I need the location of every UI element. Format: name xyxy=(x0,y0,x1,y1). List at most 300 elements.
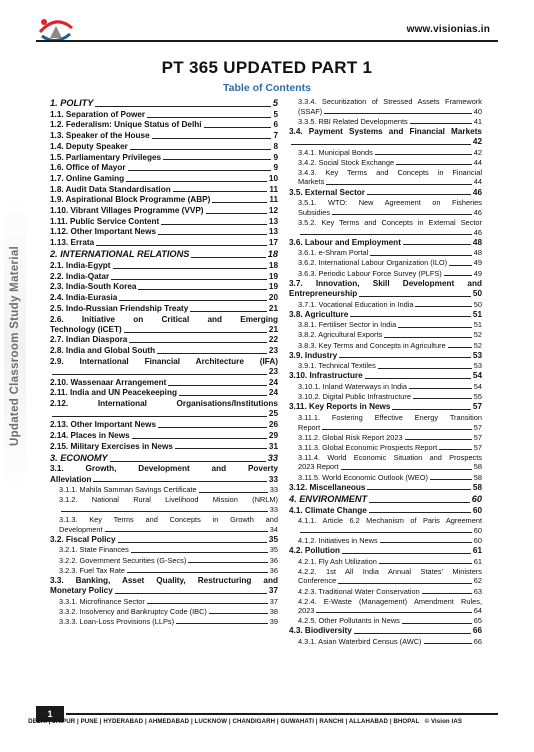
toc-entry-title: 4.2.5. Other Pollutants in News xyxy=(298,616,400,626)
toc-entry-title: 2.11. India and UN Peacekeeping xyxy=(50,388,177,398)
toc-leader xyxy=(405,439,472,440)
toc-entry[interactable] xyxy=(50,617,278,627)
toc-leader xyxy=(326,184,471,185)
toc-entry[interactable] xyxy=(289,453,482,472)
toc-entry-title: 2.7. Indian Diaspora xyxy=(50,335,128,345)
toc-page-number: 42 xyxy=(473,147,482,157)
toc-entry[interactable] xyxy=(50,515,278,534)
toc-leader xyxy=(132,438,267,439)
toc-entry[interactable] xyxy=(289,392,482,402)
toc-entry[interactable] xyxy=(289,248,482,258)
toc-entry[interactable] xyxy=(289,371,482,381)
toc-entry-title: 1.10. Vibrant Villages Programme (VVP) xyxy=(50,206,204,216)
toc-entry[interactable] xyxy=(289,546,482,556)
toc-entry-title-line1: 4.2.4. E-Waste (Management) Amendment Rules, xyxy=(298,596,482,606)
toc-entry[interactable] xyxy=(289,218,482,237)
toc-entry[interactable] xyxy=(50,357,278,377)
toc-page-number: 51 xyxy=(473,320,482,330)
toc-entry[interactable] xyxy=(289,637,482,647)
toc-entry[interactable] xyxy=(289,413,482,432)
toc-leader xyxy=(115,593,267,594)
toc-entry-title: 2.8. India and Global South xyxy=(50,346,156,356)
toc-entry-title-line2: Report xyxy=(298,422,321,432)
toc-entry[interactable] xyxy=(289,433,482,443)
toc-entry-title: 3.6.1. e-Shram Portal xyxy=(298,248,369,258)
toc-entry-title-line2: 2023 Report xyxy=(298,462,339,472)
toc-entry[interactable] xyxy=(50,249,278,260)
toc-page-number: 46 xyxy=(472,187,482,197)
toc-page-number: 66 xyxy=(473,637,482,647)
toc-entry[interactable] xyxy=(289,158,482,168)
toc-page-number: 20 xyxy=(268,293,278,303)
toc-entry[interactable] xyxy=(289,320,482,330)
toc-page-number: 22 xyxy=(268,335,278,345)
toc-page-number: 57 xyxy=(473,442,482,452)
toc-entry-title: 2.1. India-Egypt xyxy=(50,261,111,271)
toc-page-number: 33 xyxy=(269,505,278,514)
toc-page-number: 58 xyxy=(473,472,482,482)
toc-entry-title: 3.2. Fiscal Policy xyxy=(50,534,116,544)
toc-page-number: 52 xyxy=(473,330,482,340)
toc-entry-title-line1: 3.4. Payment Systems and Financial Markets xyxy=(289,126,482,136)
toc-entry[interactable] xyxy=(50,272,278,282)
toc-entry[interactable] xyxy=(289,351,482,361)
toc-entry[interactable] xyxy=(289,494,482,505)
toc-leader xyxy=(369,512,471,513)
toc-entry-title: 1.12. Other Important News xyxy=(50,227,157,237)
toc-entry-title: 3.3.3. Loan-Loss Provisions (LLPs) xyxy=(59,616,175,626)
toc-entry[interactable] xyxy=(289,117,482,127)
toc-entry[interactable] xyxy=(50,174,278,184)
toc-leader xyxy=(316,612,471,613)
toc-entry[interactable] xyxy=(50,485,278,495)
toc-entry[interactable] xyxy=(50,120,278,130)
page-number: 1 xyxy=(36,706,64,722)
toc-page-number: 63 xyxy=(473,586,482,596)
toc-leader xyxy=(424,643,472,644)
toc-entry-title: 3.6.2. International Labour Organization (ILO) xyxy=(298,258,448,268)
toc-entry[interactable] xyxy=(289,516,482,535)
toc-entry-title: 2.10. Wassenaar Arrangement xyxy=(50,377,167,387)
toc-leader xyxy=(204,127,272,128)
toc-entry-title-line1: 2.9. International Financial Architecture (IFA) xyxy=(50,356,278,366)
toc-entry-title-line1: 3.1.2. National Rural Livelihood Mission (NRLM) xyxy=(59,495,278,505)
toc-page-number: 61 xyxy=(473,556,482,566)
toc-leader xyxy=(350,316,471,317)
toc-entry-title: 3.7.1. Vocational Education in India xyxy=(298,299,414,309)
toc-entry-title: 1. POLITY xyxy=(50,98,94,108)
toc-leader xyxy=(322,429,472,430)
vision-ias-logo-icon xyxy=(36,12,76,48)
toc-entry-title: 3.8.2. Agricultural Exports xyxy=(298,330,383,340)
toc-leader xyxy=(448,347,472,348)
toc-entry-title: 3.2.1. State Finances xyxy=(59,545,129,555)
toc-leader xyxy=(128,170,272,171)
toc-leader xyxy=(354,633,471,634)
toc-entry-title-line1: 2.6. Initiative on Critical and Emerging xyxy=(50,314,278,324)
toc-page-number: 23 xyxy=(268,346,278,356)
toc-page-number: 33 xyxy=(269,485,278,495)
toc-leader xyxy=(342,553,471,554)
toc-page-number: 31 xyxy=(268,441,278,451)
toc-entry[interactable] xyxy=(289,361,482,371)
toc-entry[interactable] xyxy=(289,506,482,516)
toc-leader xyxy=(339,357,471,358)
toc-leader xyxy=(163,159,271,160)
toc-leader xyxy=(158,427,267,428)
toc-entry[interactable] xyxy=(50,442,278,452)
toc-page-number: 48 xyxy=(472,237,482,247)
toc-page-number: 36 xyxy=(269,555,278,565)
toc-leader xyxy=(398,327,472,328)
toc-entry[interactable] xyxy=(50,238,278,248)
toc-leader xyxy=(147,603,268,604)
toc-leader xyxy=(191,257,265,258)
toc-page-number: 53 xyxy=(473,361,482,371)
toc-leader xyxy=(105,531,268,532)
toc-page-number: 21 xyxy=(268,303,278,313)
toc-page-number: 52 xyxy=(473,340,482,350)
toc-page-number: 49 xyxy=(473,258,482,268)
toc-leader xyxy=(61,511,268,512)
toc-entry-title: 3.12. Miscellaneous xyxy=(289,482,366,492)
toc-entry-title: 1.11. Public Service Content xyxy=(50,216,160,226)
toc-leader xyxy=(413,398,472,399)
toc-page-number: 38 xyxy=(269,606,278,616)
toc-entry[interactable] xyxy=(50,206,278,216)
toc-page-number: 35 xyxy=(269,545,278,555)
toc-entry[interactable] xyxy=(289,626,482,636)
footer-copyright: © Vision IAS xyxy=(424,718,462,725)
toc-entry-title: 4.2.3. Traditional Water Conservation xyxy=(298,586,420,596)
toc-leader xyxy=(370,255,472,256)
toc-entry[interactable] xyxy=(50,566,278,576)
toc-leader xyxy=(206,213,267,214)
toc-entry[interactable] xyxy=(289,597,482,616)
toc-leader xyxy=(291,144,471,145)
toc-leader xyxy=(110,461,266,462)
toc-leader xyxy=(138,289,266,290)
toc-page-number: 13 xyxy=(268,216,278,226)
toc-leader xyxy=(124,332,267,333)
toc-leader xyxy=(158,234,267,235)
toc-page-number: 50 xyxy=(472,288,482,298)
toc-entry-title: 3.8. Agriculture xyxy=(289,309,349,319)
toc-entry-title: 3.1.1. Mahila Samman Savings Certificate xyxy=(59,485,197,495)
toc-page-number: 41 xyxy=(473,116,482,126)
toc-leader xyxy=(113,268,267,269)
toc-entry-title: 3.10.1. Inland Waterways in India xyxy=(298,382,408,392)
toc-entry-title: 3.8.1. Fertiliser Sector in India xyxy=(298,320,397,330)
toc-page-number: 19 xyxy=(268,282,278,292)
toc-entry-title-line1: 3.5.2. Key Terms and Concepts in External Sector xyxy=(298,217,482,227)
toc-entry-title-line2: Entrepreneurship xyxy=(289,288,358,298)
toc-leader xyxy=(369,502,470,503)
toc-entry[interactable] xyxy=(289,238,482,248)
toc-entry[interactable] xyxy=(289,443,482,453)
toc-entry[interactable] xyxy=(289,310,482,320)
toc-entry[interactable] xyxy=(289,258,482,268)
toc-page-number: 64 xyxy=(473,606,482,616)
toc-entry-title: 2.5. Indo-Russian Friendship Treaty xyxy=(50,303,189,313)
toc-page-number: 9 xyxy=(273,152,278,162)
toc-leader xyxy=(168,385,267,386)
toc-entry-title-line2: Markets xyxy=(298,177,325,187)
toc-page-number: 60 xyxy=(473,535,482,545)
toc-entry-title: 3.9.1. Technical Textiles xyxy=(298,361,376,371)
toc-entry[interactable] xyxy=(50,163,278,173)
toc-entry[interactable] xyxy=(289,330,482,340)
toc-entry[interactable] xyxy=(289,382,482,392)
toc-entry-title: 2. INTERNATIONAL RELATIONS xyxy=(50,249,190,260)
toc-left-column xyxy=(50,97,278,627)
toc-entry-title: 3.11.2. Global Risk Report 2023 xyxy=(298,432,403,442)
toc-leader xyxy=(375,154,472,155)
toc-entry-title: 1.13. Errata xyxy=(50,238,95,248)
toc-entry[interactable] xyxy=(50,453,278,464)
toc-entry[interactable] xyxy=(50,556,278,566)
toc-leader xyxy=(157,353,267,354)
toc-entry-title: 1.8. Audit Data Standardisation xyxy=(50,184,171,194)
toc-entry-title: 4.3. Biodiversity xyxy=(289,626,352,636)
toc-entry-title: 3.4.2. Social Stock Exchange xyxy=(298,157,395,167)
toc-page-number: 53 xyxy=(472,350,482,360)
toc-entry[interactable] xyxy=(50,346,278,356)
footer-divider xyxy=(66,713,498,715)
toc-right-column xyxy=(289,97,482,647)
toc-leader xyxy=(403,244,471,245)
toc-entry-title: 3. ECONOMY xyxy=(50,452,108,463)
toc-entry[interactable] xyxy=(289,473,482,483)
toc-entry[interactable] xyxy=(50,142,278,152)
toc-entry-title: 3.11.3. Global Economic Prospects Report xyxy=(298,442,438,452)
toc-entry[interactable] xyxy=(50,315,278,335)
toc-entry[interactable] xyxy=(289,279,482,299)
toc-entry[interactable] xyxy=(289,300,482,310)
toc-page-number: 19 xyxy=(268,271,278,281)
toc-entry[interactable] xyxy=(289,557,482,567)
toc-entry[interactable] xyxy=(289,97,482,116)
toc-leader xyxy=(380,542,472,543)
toc-leader xyxy=(173,191,268,192)
toc-entry-title: 3.3.1. Microfinance Sector xyxy=(59,596,145,606)
toc-entry-title-line1: 4.1.1. Article 6.2 Mechanism of Paris Agreement xyxy=(298,516,482,526)
toc-entry-title: 3.2.2. Government Securities (G-Secs) xyxy=(59,555,187,565)
toc-page-number: 26 xyxy=(268,420,278,430)
toc-entry[interactable] xyxy=(50,607,278,617)
side-band-label: Updated Classroom Study Material xyxy=(9,245,21,447)
toc-leader xyxy=(367,194,471,195)
toc-page-number: 9 xyxy=(273,163,278,173)
toc-entry[interactable] xyxy=(50,110,278,120)
toc-page-number: 8 xyxy=(273,141,278,151)
toc-entry[interactable] xyxy=(50,195,278,205)
toc-leader xyxy=(341,469,472,470)
toc-page-number: 17 xyxy=(268,238,278,248)
toc-entry[interactable] xyxy=(50,420,278,430)
toc-leader xyxy=(338,583,472,584)
toc-leader xyxy=(199,492,268,493)
toc-page-number: 21 xyxy=(268,324,278,334)
document-title: PT 365 UPDATED PART 1 xyxy=(161,58,373,77)
toc-leader xyxy=(179,395,267,396)
toc-leader xyxy=(365,378,471,379)
toc-page-number: 62 xyxy=(473,576,482,586)
toc-entry-title-line1: 3.1. Growth, Development and Poverty xyxy=(50,464,278,474)
toc-entry[interactable] xyxy=(50,378,278,388)
toc-entry[interactable] xyxy=(50,431,278,441)
toc-leader xyxy=(300,234,472,235)
toc-leader xyxy=(95,106,270,107)
site-url[interactable]: www.visionias.in xyxy=(406,24,490,35)
toc-entry-title-line2: (SSAF) xyxy=(298,106,323,116)
toc-leader xyxy=(96,245,267,246)
toc-entry-title: 4.3.1. Asian Waterbird Census (AWC) xyxy=(298,637,422,647)
toc-entry[interactable] xyxy=(50,131,278,141)
toc-leader xyxy=(439,449,472,450)
toc-page-number: 42 xyxy=(472,136,482,146)
toc-page-number: 57 xyxy=(473,422,482,432)
toc-leader xyxy=(379,563,472,564)
toc-entry[interactable] xyxy=(289,402,482,412)
toc-leader xyxy=(93,481,266,482)
toc-page-number: 54 xyxy=(472,371,482,381)
toc-entry[interactable] xyxy=(50,399,278,419)
toc-entry-title: 3.3.5. RBI Related Developments xyxy=(298,116,408,126)
toc-entry[interactable] xyxy=(289,198,482,217)
toc-heading: Table of Contents xyxy=(223,82,311,94)
toc-entry[interactable] xyxy=(50,388,278,398)
toc-entry[interactable] xyxy=(50,282,278,292)
toc-entry[interactable] xyxy=(50,576,278,596)
toc-entry-title-line2: Subsidies xyxy=(298,207,331,217)
toc-leader xyxy=(324,113,472,114)
toc-page-number: 60 xyxy=(472,505,482,515)
toc-entry[interactable] xyxy=(289,127,482,147)
toc-entry-title: 1.5. Parliamentary Privileges xyxy=(50,152,162,162)
toc-entry-title-line1: 3.5.1. WTO: New Agreement on Fisheries xyxy=(298,198,482,208)
toc-entry-title-line1: 3.11.4. World Economic Situation and Prospects xyxy=(298,452,482,462)
toc-entry-title-line2: Conference xyxy=(298,576,337,586)
toc-leader xyxy=(384,337,472,338)
toc-leader xyxy=(444,275,472,276)
toc-entry-title: 3.10. Infrastructure xyxy=(289,371,363,381)
toc-entry-title: 3.6.3. Periodic Labour Force Survey (PLFS) xyxy=(298,268,442,278)
toc-entry[interactable] xyxy=(50,217,278,227)
toc-entry-title: 1.4. Deputy Speaker xyxy=(50,141,128,151)
toc-entry[interactable] xyxy=(50,535,278,545)
toc-entry[interactable] xyxy=(50,98,278,109)
toc-leader xyxy=(190,311,267,312)
toc-entry-title: 1.7. Online Gaming xyxy=(50,173,125,183)
toc-entry-title-line1: 3.7. Innovation, Skill Development and xyxy=(289,278,482,288)
toc-leader xyxy=(119,300,267,301)
toc-entry[interactable] xyxy=(289,616,482,626)
toc-entry[interactable] xyxy=(50,261,278,271)
toc-entry-title: 3.10.2. Digital Public Infrastructure xyxy=(298,392,411,402)
toc-page-number: 57 xyxy=(473,432,482,442)
toc-entry[interactable] xyxy=(50,495,278,514)
toc-entry-title-line2: 2023 xyxy=(298,606,315,616)
toc-entry[interactable] xyxy=(50,464,278,484)
toc-entry[interactable] xyxy=(289,188,482,198)
toc-entry-title-line1: 4.2.2. 1st All India Annual States' Ministers xyxy=(298,566,482,576)
toc-entry[interactable] xyxy=(289,269,482,279)
toc-page-number: 40 xyxy=(473,106,482,116)
toc-leader xyxy=(402,623,472,624)
footer-cities xyxy=(0,718,462,725)
toc-entry[interactable] xyxy=(50,293,278,303)
toc-entry-title-line2: Technology (iCET) xyxy=(50,324,122,334)
header-divider xyxy=(36,40,498,42)
toc-page-number: 58 xyxy=(472,482,482,492)
toc-entry[interactable] xyxy=(289,587,482,597)
toc-leader xyxy=(176,623,268,624)
toc-entry[interactable] xyxy=(50,335,278,345)
toc-entry[interactable] xyxy=(289,536,482,546)
toc-page-number: 66 xyxy=(472,626,482,636)
toc-page-number: 36 xyxy=(269,565,278,575)
toc-entry[interactable] xyxy=(50,227,278,237)
toc-entry-title-line1: 3.4.3. Key Terms and Concepts in Financial xyxy=(298,167,482,177)
toc-entry[interactable] xyxy=(50,304,278,314)
toc-page-number: 46 xyxy=(473,207,482,217)
toc-entry[interactable] xyxy=(289,148,482,158)
toc-entry[interactable] xyxy=(50,597,278,607)
toc-entry-title-line2: Monetary Policy xyxy=(50,585,113,595)
toc-page-number: 49 xyxy=(473,268,482,278)
toc-entry-title: 3.11. Key Reports in News xyxy=(289,402,391,412)
toc-entry[interactable] xyxy=(289,168,482,187)
toc-leader xyxy=(367,489,470,490)
toc-entry-title: 3.3.2. Insolvency and Bankruptcy Code (IBC) xyxy=(59,606,207,616)
toc-entry-title-line1: 3.3.4. Securitization of Stressed Assets Framework xyxy=(298,97,482,106)
toc-leader xyxy=(130,149,272,150)
toc-page-number: 37 xyxy=(268,585,278,595)
toc-entry[interactable] xyxy=(50,153,278,163)
toc-page-number: 13 xyxy=(268,227,278,237)
toc-entry-title-line1: 2.12. International Organisations/Institutions xyxy=(50,399,278,409)
toc-page-number: 5 xyxy=(273,109,278,119)
toc-entry-title-line1: 3.1.3. Key Terms and Concepts in Growth and xyxy=(59,515,278,525)
toc-entry[interactable] xyxy=(289,567,482,586)
toc-page-number: 24 xyxy=(268,388,278,398)
toc-entry[interactable] xyxy=(50,545,278,555)
toc-entry-title: 4.1. Climate Change xyxy=(289,505,367,515)
toc-page-number: 39 xyxy=(269,616,278,626)
toc-leader xyxy=(175,448,267,449)
toc-entry-title: 1.1. Separation of Power xyxy=(50,109,146,119)
footer-cities-list: DELHI | JAIPUR | PUNE | HYDERABAD | AHMEDABAD | LUCKNOW | CHANDIGARH | GUWAHATI | RANCHI | ALLAHABAD | BHOPAL xyxy=(28,718,420,725)
toc-leader xyxy=(52,416,267,417)
toc-entry-title: 3.2.3. Fuel Tax Rate xyxy=(59,565,126,575)
toc-entry-title-line1: 3.11.1. Fostering Effective Energy Transition xyxy=(298,413,482,422)
toc-entry-title: 4.1.2. Initiatives in News xyxy=(298,535,378,545)
toc-page-number: 24 xyxy=(268,377,278,387)
toc-leader xyxy=(392,409,470,410)
toc-entry[interactable] xyxy=(50,185,278,195)
toc-entry-title: 3.8.3. Key Terms and Concepts in Agriculture xyxy=(298,340,446,350)
toc-leader xyxy=(52,374,267,375)
toc-leader xyxy=(129,342,267,343)
toc-entry-title: 3.6. Labour and Employment xyxy=(289,237,401,247)
toc-entry[interactable] xyxy=(289,483,482,493)
toc-entry[interactable] xyxy=(289,341,482,351)
toc-page-number: 55 xyxy=(473,392,482,402)
toc-entry-title: 2.14. Places in News xyxy=(50,430,130,440)
toc-leader xyxy=(332,214,472,215)
toc-entry-title: 4.2. Pollution xyxy=(289,546,340,556)
